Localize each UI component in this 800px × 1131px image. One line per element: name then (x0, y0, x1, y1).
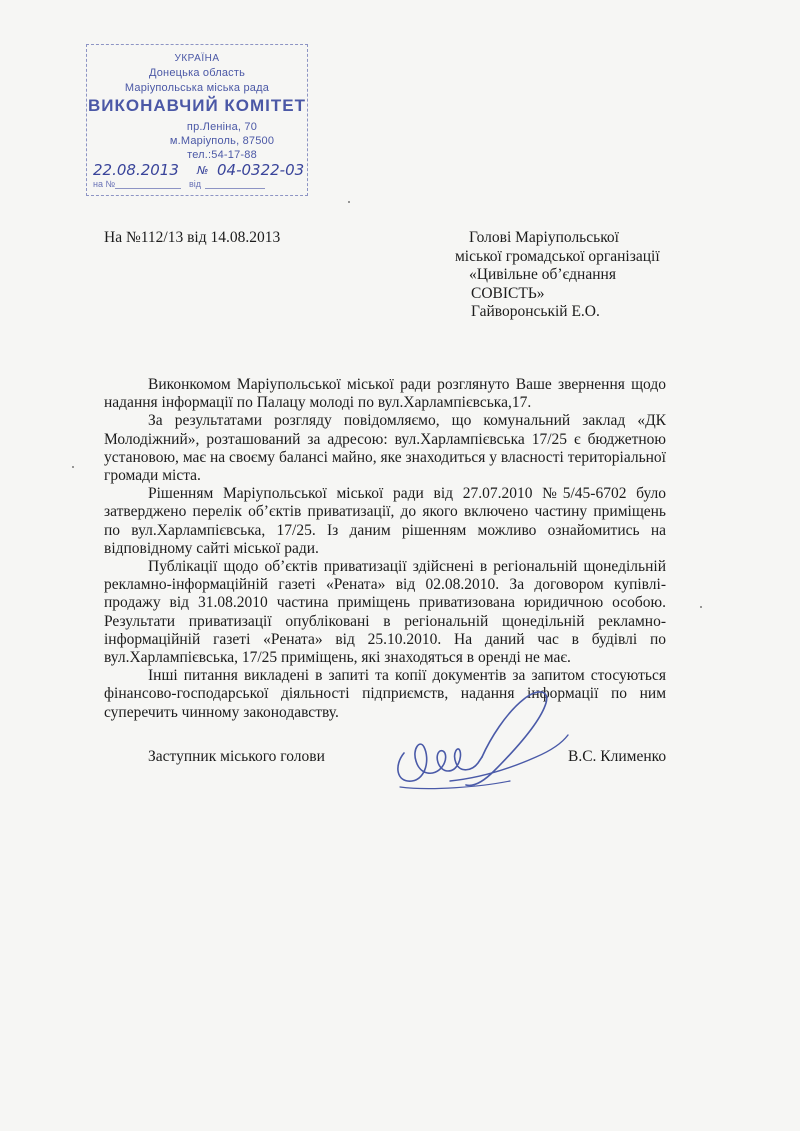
stamp-number-label: № (197, 164, 209, 177)
stamp-country: УКРАЇНА (174, 53, 220, 64)
signer-title: Заступник міського голови (148, 748, 325, 765)
stamp-council: Маріупольська міська рада (124, 82, 270, 94)
addressee-line: Голові Маріупольської (469, 229, 619, 246)
stamp-region: Донецька область (148, 67, 246, 79)
addressee-line: СОВІСТЬ» (471, 284, 545, 302)
scan-speck (348, 201, 350, 203)
body-paragraph: Виконкомом Маріупольської міської ради розглянуто Ваше звернення щодо надання інформації по Палацу молоді по вул.Харлампієвська,17. (104, 376, 666, 412)
handwritten-signature (390, 683, 580, 793)
letter-body (104, 376, 666, 722)
stamp-handwritten-date: 22.08.2013 (93, 161, 179, 179)
body-paragraph: За результатами розгляду повідомляємо, що комунальний заклад «ДК Молодіжний», розташований за адресою: вул.Харлампієвська 17/25 є бюджетною установою, має на своєму балансі майно, яке знаходиться у власності територіальної громади міста. (104, 412, 666, 485)
stamp-city: м.Маріуполь, 87500 (169, 135, 275, 147)
addressee-line: міської громадської організації (455, 247, 660, 265)
signer-name: В.С. Клименко (568, 748, 667, 765)
body-paragraph: Інші питання викладені в запиті та копії документів за запитом стосуються фінансово-господарської діяльності підприємств, надання інформації по ним суперечить чинному законодавству. (104, 667, 666, 721)
scan-speck (700, 606, 702, 608)
stamp-bottom-no-label: на № (93, 179, 116, 189)
addressee-block (455, 229, 660, 322)
addressee-line: «Цивільне об’єднання (469, 266, 616, 283)
body-paragraph: Рішенням Маріупольської міської ради від 27.07.2010 №5/45-6702 було затверджено перелік об’єктів приватизації, до якого включено частину приміщень по вул.Харлампієвська, 17/25. Із даним рішенням можливо ознайомитись на відповідному сайті міської ради. (104, 485, 666, 557)
stamp-bottom-blank-line (205, 188, 265, 189)
registration-stamp (86, 44, 308, 196)
stamp-bottom-from-label: від (189, 179, 202, 189)
addressee-line: Гайворонській Е.О. (471, 303, 600, 320)
signature-stroke (466, 692, 547, 785)
stamp-phone: тел.:54-17-88 (187, 149, 257, 161)
signature-stroke (450, 735, 568, 781)
body-paragraph: Публікації щодо об’єктів приватизації здійснені в регіональній щонедільній рекламно-інформаційній газеті «Рената» від 02.08.2010. За договором купівлі-продажу від 31.08.2010 частина приміщень приватизована юридичною особою. Результати приватизації опубліковані в регіональній щонедільній рекламно-інформаційній газеті «Рената» від 25.10.2010. На даний час в будівлі по вул.Харлампієвська, 17/25 приміщень, які знаходяться в оренді не має. (104, 558, 666, 667)
signature-stroke (398, 744, 482, 781)
reference-number: На №112/13 від 14.08.2013 (104, 229, 281, 246)
signature-stroke (400, 781, 510, 789)
stamp-bottom-blank-line (115, 188, 181, 189)
scan-speck (72, 466, 74, 468)
stamp-address: пр.Леніна, 70 (186, 121, 258, 133)
stamp-handwritten-number: 04-0322-03 (217, 161, 305, 179)
stamp-committee: ВИКОНАВЧИЙ КОМІТЕТ (88, 96, 306, 115)
